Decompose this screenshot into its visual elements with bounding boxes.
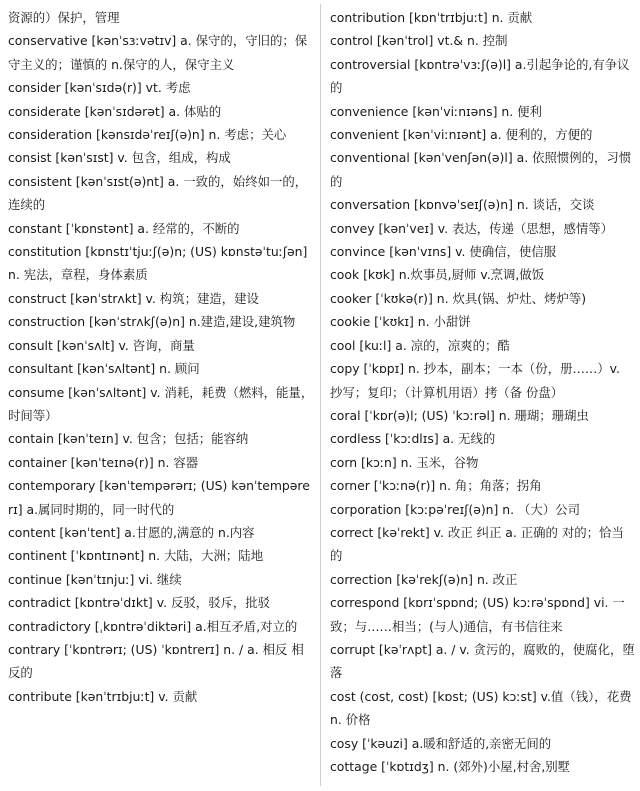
dictionary-entry: correspond [kɒrɪˈspɒnd; (US) kɔːrəˈspɒnd] vi. 一致；与……相当；(与人)通信，有书信往来 — [330, 595, 625, 634]
dictionary-entry: consist [kənˈsɪst] v. 包含，组成，构成 — [8, 150, 231, 166]
dictionary-entry: copy [ˈkɒpɪ] n. 抄本，副本；一本（份，册……）v. 抄写；复印；（计算机用语）拷（备 份盘） — [330, 361, 620, 400]
dictionary-entry: cooker [ˈkʊkə(r)] n. 炊具(锅、炉灶、烤炉等) — [330, 290, 587, 306]
dictionary-entry: consideration [kənsɪdəˈreɪʃ(ə)n] n. 考虑；关心 — [8, 127, 287, 143]
dictionary-entry: coral [ˈkɒr(ə)l; (US) ˈkɔːrəl] n. 珊瑚；珊瑚虫 — [330, 407, 589, 423]
dictionary-entry: cool [kuːl] a. 凉的，凉爽的；酷 — [330, 337, 510, 353]
column-divider — [320, 4, 321, 786]
left-column — [8, 6, 314, 708]
dictionary-entry: cottage [ˈkɒtɪdʒ] n. (郊外)小屋,村舍,别墅 — [330, 759, 571, 774]
dictionary-entry: cookie [ˈkʊkɪ] n. 小甜饼 — [330, 314, 471, 330]
dictionary-entry: corner [ˈkɔːnə(r)] n. 角；角落；拐角 — [330, 478, 542, 494]
dictionary-entry: continent [ˈkɒntɪnənt] n. 大陆，大洲；陆地 — [8, 548, 264, 564]
dictionary-entry: constitution [kɒnstɪˈtjuːʃ(ə)n; (US) kɒnstəˈtuːʃən] n. 宪法，章程，身体素质 — [8, 244, 308, 283]
dictionary-entry: container [kənˈteɪnə(r)] n. 容器 — [8, 454, 199, 470]
dictionary-entry: cost (cost, cost) [kɒst; (US) kɔːst] v.值（钱），花费 n. 价格 — [330, 688, 632, 728]
dictionary-entry: contemporary [kənˈtempərərɪ; (US) kənˈtempərerɪ] a.属同时期的，同一时代的 — [8, 478, 310, 517]
dictionary-entry: consider [kənˈsɪdə(r)] vt. 考虑 — [8, 80, 191, 96]
dictionary-entry: convince [kənˈvɪns] v. 使确信，使信服 — [330, 244, 557, 260]
dictionary-entry: conventional [kənˈvenʃən(ə)l] a. 依照惯例的，习惯的 — [330, 150, 632, 189]
dictionary-entry: corn [kɔːn] n. 玉米，谷物 — [330, 454, 479, 470]
dictionary-entry: 资源的）保护，管理 — [8, 10, 120, 25]
dictionary-entry: considerate [kənˈsɪdərət] a. 体贴的 — [8, 103, 222, 119]
dictionary-entry: consistent [kənˈsɪst(ə)nt] a. 一致的，始终如一的，连续的 — [8, 173, 308, 213]
dictionary-entry: controversial [kɒntrəˈvɜːʃ(ə)l] a.引起争论的,有争议的 — [330, 56, 630, 96]
dictionary-entry: conversation [kɒnvəˈseɪʃ(ə)n] n. 谈话，交谈 — [330, 197, 595, 213]
dictionary-entry: content [kənˈtent] a.甘愿的,满意的 n.内容 — [8, 524, 255, 540]
dictionary-entry: consult [kənˈsʌlt] v. 咨询，商量 — [8, 337, 195, 353]
dictionary-entry: cordless [ˈkɔːdlɪs] a. 无线的 — [330, 431, 496, 447]
dictionary-entry: convenient [kənˈviːnɪənt] a. 便利的，方便的 — [330, 127, 593, 143]
dictionary-entry: correction [kəˈrekʃ(ə)n] n. 改正 — [330, 571, 518, 587]
dictionary-entry: contradict [kɒntrəˈdɪkt] v. 反驳，驳斥，批驳 — [8, 595, 271, 611]
dictionary-entry: constant [ˈkɒnstənt] a. 经常的，不断的 — [8, 220, 240, 236]
dictionary-entry: corporation [kɔːpəˈreɪʃ(ə)n] n. （大）公司 — [330, 501, 580, 517]
dictionary-entry: control [kənˈtrol] vt.& n. 控制 — [330, 33, 508, 49]
dictionary-entry: convenience [kənˈviːnɪəns] n. 便利 — [330, 103, 542, 119]
dictionary-entry: contain [kənˈteɪn] v. 包含；包括；能容纳 — [8, 431, 249, 447]
dictionary-entry: contribute [kənˈtrɪbjuːt] v. 贡献 — [8, 688, 198, 704]
dictionary-entry: contribution [kɒnˈtrɪbjuːt] n. 贡献 — [330, 10, 533, 25]
dictionary-entry: consultant [kənˈsʌltənt] n. 顾问 — [8, 361, 200, 377]
dictionary-entry: contrary [ˈkɒntrərɪ; (US) ˈkɒntrerɪ] n. / a. 相反 相反的 — [8, 641, 304, 681]
dictionary-entry: cosy [ˈkəuzi] a.暖和舒适的,亲密无间的 — [330, 735, 552, 751]
dictionary-entry: construct [kənˈstrʌkt] v. 构筑；建造，建设 — [8, 290, 259, 306]
dictionary-entry: contradictory [ˌkɒntrəˈdiktəri] a.相互矛盾,对立的 — [8, 618, 298, 634]
dictionary-entry: cook [kʊk] n.炊事员,厨师 v.烹调,做饭 — [330, 267, 545, 283]
dictionary-entry: corrupt [kəˈrʌpt] a. / v. 贪污的，腐败的，使腐化，堕落 — [330, 641, 635, 681]
dictionary-entry: continue [kənˈtɪnjuː] vi. 继续 — [8, 571, 182, 587]
dictionary-entry: correct [kəˈrekt] v. 改正 纠正 a. 正确的 对的；恰当的 — [330, 524, 624, 564]
dictionary-entry: consume [kənˈsʌltənt] v. 消耗，耗费（燃料，能量，时间等） — [8, 384, 314, 423]
dictionary-entry: convey [kənˈveɪ] v. 表达，传递（思想，感情等） — [330, 220, 614, 236]
dictionary-entry: conservative [kənˈsɜːvətɪv] a. 保守的，守旧的；保守主义的；谨慎的 n.保守的人，保守主义 — [8, 33, 308, 72]
right-column — [330, 6, 636, 778]
dictionary-entry: construction [kənˈstrʌkʃ(ə)n] n.建造,建设,建筑物 — [8, 314, 296, 330]
